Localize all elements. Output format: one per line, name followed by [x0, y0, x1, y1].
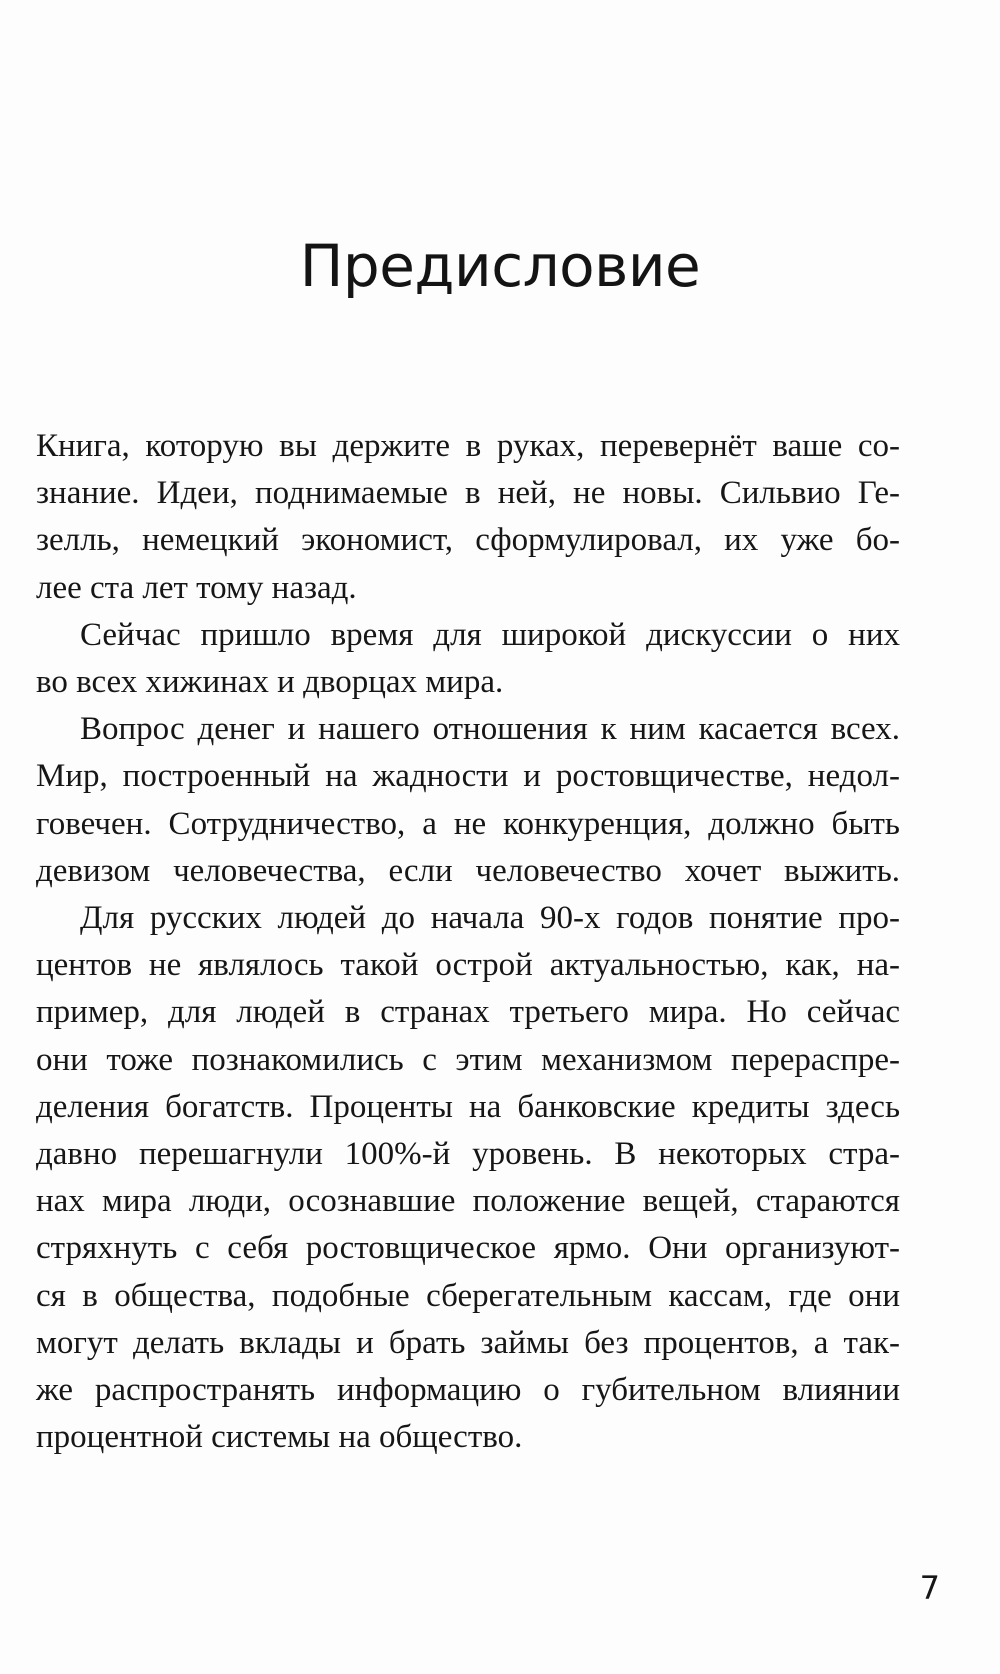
text-line: процентной системы на общество.	[36, 1419, 523, 1456]
text-line: лее ста лет тому назад.	[36, 569, 357, 606]
page-number: 7	[919, 1569, 940, 1607]
text-line: деления богатств. Проценты на банковские кредиты здесь	[36, 1088, 900, 1125]
text-line: пример, для людей в странах третьего мира. Но сейчас	[36, 994, 900, 1031]
text-line: могут делать вклады и брать займы без процентов, а так-	[36, 1324, 900, 1361]
text-line: ся в общества, подобные сберегательным кассам, где они	[36, 1277, 900, 1314]
text-line: знание. Идеи, поднимаемые в ней, не новы. Сильвио Ге-	[36, 475, 900, 512]
text-line: стряхнуть с себя ростовщическое ярмо. Они организуют-	[36, 1230, 900, 1267]
text-line: зелль, немецкий экономист, сформулировал, их уже бо-	[36, 522, 900, 559]
text-line: говечен. Сотрудничество, а не конкуренция, должно быть	[36, 805, 900, 842]
body-text	[36, 423, 900, 1461]
page-title: Предисловие	[299, 231, 701, 300]
text-line: же распространять информацию о губительном влиянии	[36, 1372, 900, 1409]
text-line: давно перешагнули 100%-й уровень. В некоторых стра-	[36, 1136, 900, 1173]
text-line: Для русских людей до начала 90-х годов понятие про-	[80, 900, 900, 937]
text-line: нах мира люди, осознавшие положение вещей, стараются	[36, 1183, 900, 1220]
text-line: Книга, которую вы держите в руках, перевернёт ваше со-	[36, 428, 900, 464]
text-line: во всех хижинах и дворцах мира.	[36, 664, 504, 701]
text-line: Вопрос денег и нашего отношения к ним касается всех.	[80, 711, 900, 748]
text-line: они тоже познакомились с этим механизмом перераспре-	[36, 1041, 900, 1078]
text-line: девизом человечества, если человечество хочет выжить.	[36, 852, 900, 889]
text-line: Мир, построенный на жадности и ростовщичестве, недол-	[36, 758, 900, 795]
text-line: Сейчас пришло время для широкой дискуссии о них	[80, 616, 900, 653]
text-line: центов не являлось такой острой актуальностью, как, на-	[36, 947, 900, 984]
